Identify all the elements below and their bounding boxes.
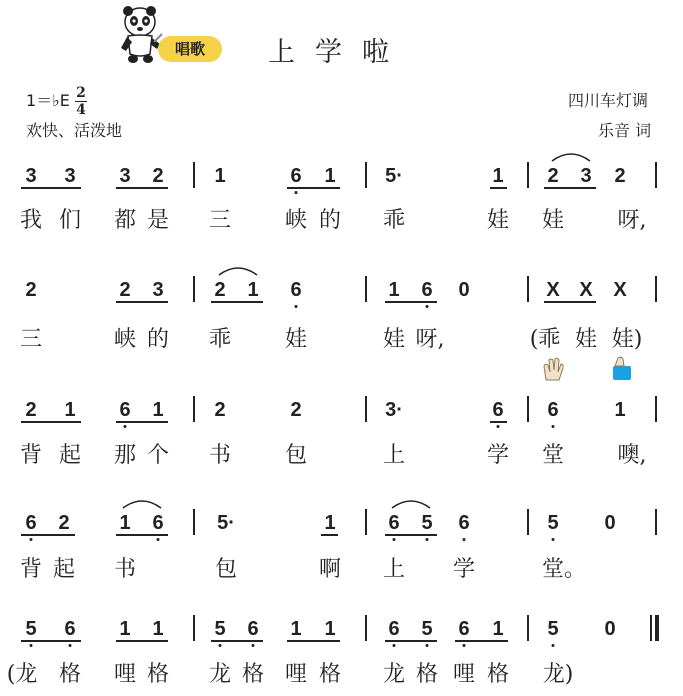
low-octave-dot (124, 425, 127, 428)
clapping-hands-icon (540, 354, 568, 382)
lyric-syllable: 格 (146, 662, 170, 687)
note: 3· (385, 399, 403, 421)
note: 6 (290, 165, 302, 187)
low-octave-dot (295, 191, 298, 194)
lyricist-credit: 乐音 词 (598, 121, 652, 140)
beat-underline (211, 301, 263, 303)
bar-line (655, 509, 657, 535)
note: 5· (217, 512, 235, 534)
lyric-syllable: 格 (58, 662, 82, 687)
lyric-syllable: 娃 (574, 327, 598, 352)
beat-underline (116, 187, 168, 189)
bar-line (365, 509, 367, 535)
note: X (613, 279, 627, 301)
note: 6 (458, 618, 470, 640)
beat-underline (490, 187, 507, 189)
bar-line (365, 396, 367, 422)
beat-underline (321, 534, 338, 536)
low-octave-dot (552, 538, 555, 541)
bar-line (527, 396, 529, 422)
lyric-syllable: 峡 (284, 208, 308, 233)
lyric-syllable: 都 (113, 208, 137, 233)
note: 6 (388, 512, 400, 534)
note: 2 (214, 279, 226, 301)
beat-underline (116, 640, 168, 642)
beat-underline (385, 640, 437, 642)
lyric-syllable: 呀, (617, 208, 647, 233)
note: 1 (119, 618, 131, 640)
song-title: 上学啦 (268, 37, 409, 68)
beat-underline (385, 534, 437, 536)
note: 3 (25, 165, 37, 187)
note: 3 (580, 165, 592, 187)
slur (550, 150, 592, 162)
beat-underline (116, 301, 168, 303)
note: 2 (290, 399, 302, 421)
note: 1 (119, 512, 131, 534)
low-octave-dot (552, 425, 555, 428)
lyric-syllable: 是 (146, 208, 170, 233)
lyric-syllable: 的 (146, 327, 170, 352)
bar-line (193, 276, 195, 302)
note: 1 (214, 165, 226, 187)
bar-line (193, 509, 195, 535)
lyric-syllable: 噢, (617, 443, 647, 468)
lyric-syllable: 书 (208, 443, 232, 468)
note: 6 (547, 399, 559, 421)
note: 1 (324, 165, 336, 187)
key-label: 1＝♭E (26, 91, 70, 110)
lyric-syllable: 格 (318, 662, 342, 687)
beat-underline (544, 301, 596, 303)
bar-line (193, 615, 195, 641)
beat-underline (455, 640, 508, 642)
note: 6 (458, 512, 470, 534)
lyric-syllable: 乖 (382, 208, 406, 233)
beat-underline (21, 640, 81, 642)
time-bottom: 4 (76, 102, 86, 118)
note: 2 (119, 279, 131, 301)
note: 6 (492, 399, 504, 421)
low-octave-dot (426, 305, 429, 308)
note: 1 (324, 512, 336, 534)
lyric-syllable: 三 (19, 327, 43, 352)
lyric-syllable: 呀, (415, 327, 445, 352)
lyric-syllable: (乖 (529, 327, 561, 352)
low-octave-dot (463, 538, 466, 541)
lyric-syllable: 那 (113, 443, 137, 468)
bar-line (527, 509, 529, 535)
lyric-syllable: 娃 (541, 208, 565, 233)
bar-line (365, 162, 367, 188)
lyric-syllable: 格 (486, 662, 510, 687)
lyric-syllable: 娃 (382, 327, 406, 352)
beat-underline (21, 534, 75, 536)
note: 2 (614, 165, 626, 187)
lyric-syllable: 啊 (318, 557, 342, 582)
bar-line (365, 615, 367, 641)
note: 6 (247, 618, 259, 640)
lyric-syllable: 哩 (284, 662, 308, 687)
lyric-syllable: 包 (284, 443, 308, 468)
note: 6 (421, 279, 433, 301)
note: 2 (547, 165, 559, 187)
note: X (546, 279, 560, 301)
beat-underline (21, 421, 81, 423)
slur (390, 497, 432, 509)
low-octave-dot (426, 644, 429, 647)
lyric-syllable: 起 (58, 443, 82, 468)
note: 1 (247, 279, 259, 301)
beat-underline (116, 534, 168, 536)
note: 1 (614, 399, 626, 421)
lyric-syllable: 娃) (611, 327, 643, 352)
lyric-syllable: 龙 (208, 662, 232, 687)
lyric-syllable: 哩 (113, 662, 137, 687)
low-octave-dot (252, 644, 255, 647)
note: 1 (152, 618, 164, 640)
lyric-syllable: 格 (415, 662, 439, 687)
song-style: 四川车灯调 (568, 91, 649, 110)
note: 3 (119, 165, 131, 187)
lyric-syllable: 乖 (208, 327, 232, 352)
note: 6 (119, 399, 131, 421)
note: 0 (604, 512, 616, 534)
lyric-syllable: 上 (382, 557, 406, 582)
note: 1 (388, 279, 400, 301)
low-octave-dot (393, 538, 396, 541)
note: 5 (421, 512, 433, 534)
beat-underline (385, 301, 437, 303)
low-octave-dot (157, 538, 160, 541)
note: 2 (25, 399, 37, 421)
note: 5 (25, 618, 37, 640)
lyric-syllable: 背 (19, 557, 43, 582)
lyric-syllable: 峡 (113, 327, 137, 352)
patting-hand-icon (610, 354, 634, 382)
lyric-syllable: 的 (318, 208, 342, 233)
lyric-syllable: 背 (19, 443, 43, 468)
note: 1 (324, 618, 336, 640)
low-octave-dot (30, 644, 33, 647)
low-octave-dot (295, 305, 298, 308)
note: 5 (547, 618, 559, 640)
note: 1 (492, 618, 504, 640)
beat-underline (544, 187, 596, 189)
lyric-syllable: 哩 (452, 662, 476, 687)
note: 1 (492, 165, 504, 187)
tempo-marking: 欢快、活泼地 (26, 121, 123, 140)
lyric-syllable: 学 (452, 557, 476, 582)
time-signature (75, 86, 87, 117)
note: 5 (547, 512, 559, 534)
note: 1 (64, 399, 76, 421)
bar-line (655, 276, 657, 302)
low-octave-dot (393, 644, 396, 647)
lyric-syllable: 们 (58, 208, 82, 233)
bar-line (527, 162, 529, 188)
low-octave-dot (426, 538, 429, 541)
note: 5· (385, 165, 403, 187)
key-signature (26, 86, 87, 117)
lyric-syllable: 三 (208, 208, 232, 233)
low-octave-dot (552, 644, 555, 647)
beat-underline (211, 640, 263, 642)
note: 3 (64, 165, 76, 187)
final-bar-line-thick (655, 615, 659, 641)
note: 0 (604, 618, 616, 640)
bar-line (655, 162, 657, 188)
lyric-syllable: 包 (214, 557, 238, 582)
bar-line (655, 396, 657, 422)
low-octave-dot (69, 644, 72, 647)
beat-underline (287, 640, 340, 642)
note: 2 (152, 165, 164, 187)
low-octave-dot (463, 644, 466, 647)
lyric-syllable: 我 (19, 208, 43, 233)
beat-underline (287, 187, 340, 189)
beat-underline (116, 421, 168, 423)
lyric-syllable: 起 (52, 557, 76, 582)
low-octave-dot (219, 644, 222, 647)
slur (217, 264, 259, 276)
lyric-syllable: 堂。 (541, 557, 587, 582)
slur (121, 497, 163, 509)
time-top: 2 (76, 85, 86, 101)
lyric-syllable: 龙) (542, 662, 574, 687)
beat-underline (21, 187, 81, 189)
note: 6 (25, 512, 37, 534)
note: X (579, 279, 593, 301)
low-octave-dot (30, 538, 33, 541)
note: 2 (58, 512, 70, 534)
lyric-syllable: 堂 (541, 443, 565, 468)
note: 1 (152, 399, 164, 421)
note: 1 (290, 618, 302, 640)
lyric-syllable: 学 (486, 443, 510, 468)
bar-line (365, 276, 367, 302)
note: 6 (64, 618, 76, 640)
lyric-syllable: 娃 (284, 327, 308, 352)
note: 6 (388, 618, 400, 640)
note: 3 (152, 279, 164, 301)
lyric-syllable: 上 (382, 443, 406, 468)
lyric-syllable: 格 (241, 662, 265, 687)
note: 5 (421, 618, 433, 640)
final-bar-line-thin (650, 615, 652, 641)
note: 6 (290, 279, 302, 301)
bar-line (527, 615, 529, 641)
sing-badge: 唱歌 (158, 36, 222, 62)
note: 0 (458, 279, 470, 301)
note: 6 (152, 512, 164, 534)
note: 2 (214, 399, 226, 421)
lyric-syllable: 个 (146, 443, 170, 468)
lyric-syllable: 书 (113, 557, 137, 582)
lyric-syllable: 龙 (382, 662, 406, 687)
note: 5 (214, 618, 226, 640)
note: 2 (25, 279, 37, 301)
lyric-syllable: 娃 (486, 208, 510, 233)
bar-line (193, 162, 195, 188)
bar-line (193, 396, 195, 422)
lyric-syllable: (龙 (6, 662, 38, 687)
bar-line (527, 276, 529, 302)
low-octave-dot (497, 425, 500, 428)
beat-underline (490, 421, 507, 423)
